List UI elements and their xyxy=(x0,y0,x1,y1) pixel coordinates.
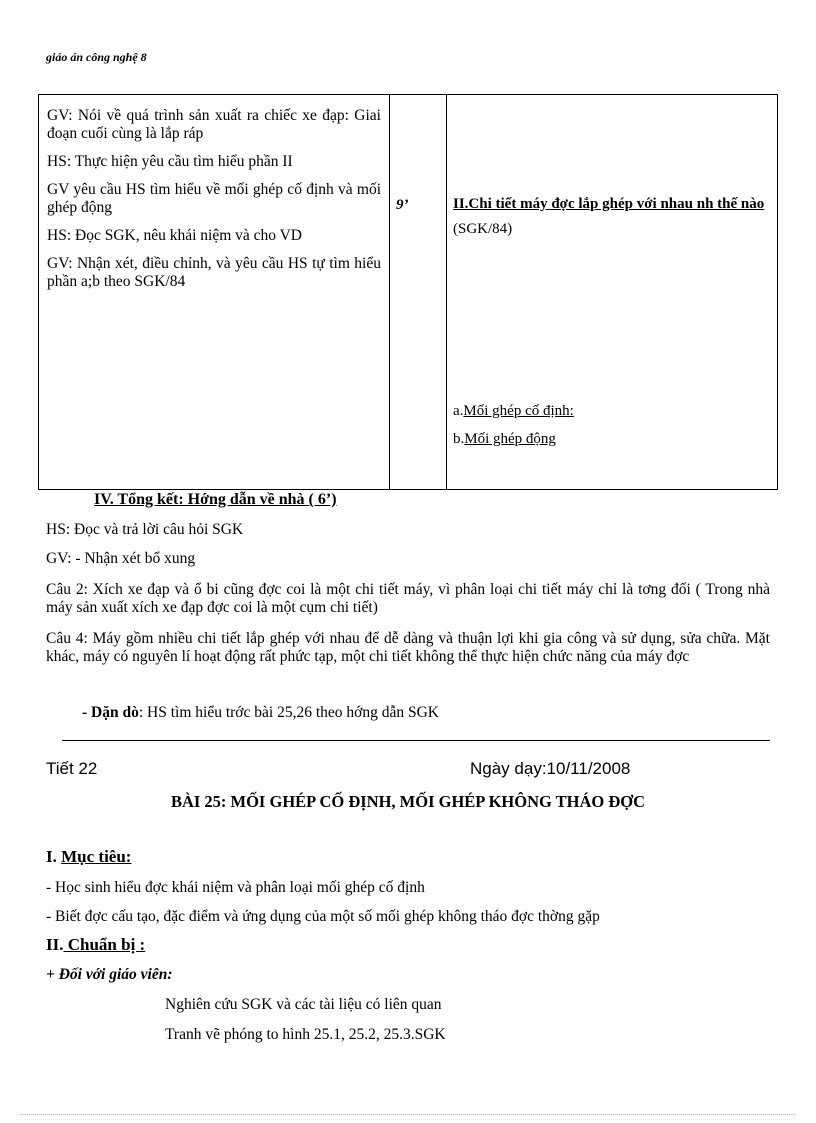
page-bottom-line xyxy=(20,1114,796,1115)
chuan-bi-num: II. xyxy=(46,935,64,954)
item-b-label: Mối ghép động xyxy=(464,431,556,447)
tiet-number: Tiết 22 xyxy=(46,759,98,778)
time-value: 9’ xyxy=(396,197,409,213)
item-a xyxy=(453,397,574,425)
content-cell xyxy=(447,95,778,490)
section-title: II.Chi tiết máy đợc lắp ghép với nhau nh thế nào xyxy=(453,196,765,212)
chuan-bi-heading xyxy=(46,936,145,954)
lesson-title: BÀI 25: MỐI GHÉP CỐ ĐỊNH, MỐI GHÉP KHÔNG THÁO ĐỢC xyxy=(170,792,646,811)
summary-cau2: Câu 2: Xích xe đạp và ổ bi cũng đợc coi là một chi tiết máy, vì phân loại chi tiết máy chỉ là tơng đối ( Trong nhà máy sản xuất xích xe đạp đợc coi là một cụm chi tiết) xyxy=(46,581,770,616)
activity-line: HS: Thực hiện yêu cầu tìm hiểu phần II xyxy=(47,153,293,170)
dan-do-label: - Dặn dò xyxy=(82,704,139,721)
dan-do-text: : HS tìm hiểu trớc bài 25,26 theo hớng dẫn SGK xyxy=(138,704,439,721)
lesson-table xyxy=(38,94,778,490)
item-b-prefix: b. xyxy=(453,431,465,447)
gv-preparation-item: Nghiên cứu SGK và các tài liệu có liên quan xyxy=(165,996,442,1013)
summary-cau4: Câu 4: Máy gồm nhiều chi tiết lắp ghép với nhau để dễ dàng và thuận lợi khi gia công và sử dụng, sửa chữa. Mặt khác, máy có nguyên lí hoạt động rất phức tạp, một chi tiết không thể thực hiện chức năng của máy đợc xyxy=(46,630,770,665)
activity-line: HS: Đọc SGK, nêu khái niệm và cho VD xyxy=(47,227,303,244)
teaching-date: Ngày dạy:10/11/2008 xyxy=(470,759,631,778)
muc-tieu-num: I. xyxy=(46,847,57,866)
activity-line: GV: Nói về quá trình sản xuất ra chiếc xe đạp: Giai đoạn cuối cùng là lắp ráp xyxy=(47,107,381,142)
muc-tieu-heading xyxy=(46,848,131,866)
section-ref: (SGK/84) xyxy=(453,221,513,237)
page-header: giáo án công nghệ 8 xyxy=(46,50,147,64)
activity-line: GV: Nhận xét, điều chỉnh, và yêu cầu HS tự tìm hiểu phần a;b theo SGK/84 xyxy=(47,255,381,290)
muc-tieu-label: Mục tiêu: xyxy=(61,847,132,866)
activity-line: GV yêu cầu HS tìm hiểu về mối ghép cố định và mối ghép động xyxy=(47,181,381,216)
item-a-label: Mối ghép cố định: xyxy=(463,403,574,419)
summary-gv: GV: - Nhận xét bổ xung xyxy=(46,550,196,567)
dan-do xyxy=(82,704,439,722)
table-row xyxy=(39,95,778,490)
muc-tieu-item: - Biết đợc cấu tạo, đặc điểm và ứng dụng của một số mối ghép không tháo đợc thờng gặp xyxy=(46,908,600,925)
gv-preparation-item: Tranh vẽ phóng to hình 25.1, 25.2, 25.3.SGK xyxy=(165,1026,446,1043)
chuan-bi-label: Chuẩn bị : xyxy=(63,935,146,954)
muc-tieu-item: - Học sinh hiểu đợc khái niệm và phân loại mối ghép cố định xyxy=(46,879,425,896)
item-a-prefix: a. xyxy=(453,403,464,419)
summary-heading: IV. Tổng kết: Hớng dẫn về nhà ( 6’) xyxy=(94,491,337,508)
activity-cell xyxy=(39,95,390,490)
joint-types xyxy=(453,397,574,453)
summary-hs: HS: Đọc và trả lời câu hỏi SGK xyxy=(46,521,244,538)
gv-preparation-label: + Đối với giáo viên: xyxy=(46,966,173,983)
time-cell xyxy=(390,95,447,490)
divider xyxy=(62,740,770,741)
item-b xyxy=(453,425,574,453)
